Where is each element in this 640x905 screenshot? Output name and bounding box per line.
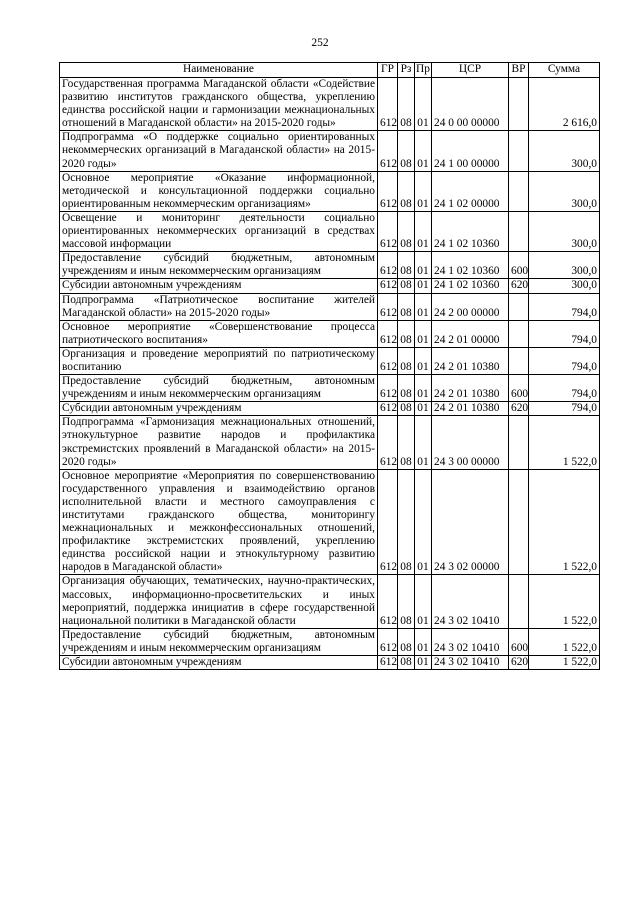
header-csr: ЦСР — [432, 63, 509, 78]
cell-gr: 612 — [378, 252, 398, 279]
cell-vr: 620 — [509, 402, 529, 416]
cell-name: Организация обучающих, тематических, научно-практических, массовых, информационно-просветительских и иных мероприятий, поддержка инициатив в сфере государственной национальной политики в Магаданской области — [60, 575, 378, 628]
cell-sum: 1 522,0 — [529, 575, 600, 628]
table-row — [60, 171, 600, 211]
cell-pr: 01 — [415, 131, 432, 171]
cell-vr: 620 — [509, 279, 529, 293]
cell-sum: 794,0 — [529, 320, 600, 347]
cell-pr: 01 — [415, 293, 432, 320]
cell-name: Освещение и мониторинг деятельности социально ориентированных некоммерческих организаций в средствах массовой информации — [60, 211, 378, 251]
cell-name: Основное мероприятие «Мероприятия по совершенствованию государственного управления и взаимодействию органов исполнительной власти и местного самоуправления с институтами гражданского общества, мониторингу межнациональных и межконфессиональных отношений, профилактике экстремистских проявлений, укреплению единства российской нации и этнокультурному развитию народов в Магаданской области» — [60, 469, 378, 575]
cell-csr: 24 2 01 10380 — [432, 402, 509, 416]
cell-name: Подпрограмма «Гармонизация межнациональных отношений, этнокультурное развитие народов и профилактика экстремистских проявлений в Магаданской области» на 2015-2020 годы» — [60, 416, 378, 469]
cell-pr: 01 — [415, 656, 432, 670]
cell-rz: 08 — [398, 469, 415, 575]
cell-gr: 612 — [378, 131, 398, 171]
cell-vr — [509, 171, 529, 211]
cell-gr: 612 — [378, 171, 398, 211]
cell-gr: 612 — [378, 469, 398, 575]
header-name: Наименование — [60, 63, 378, 78]
cell-pr: 01 — [415, 402, 432, 416]
cell-csr: 24 2 01 00000 — [432, 320, 509, 347]
table-row — [60, 375, 600, 402]
cell-gr: 612 — [378, 320, 398, 347]
cell-csr: 24 2 00 00000 — [432, 293, 509, 320]
cell-csr: 24 3 02 00000 — [432, 469, 509, 575]
cell-pr: 01 — [415, 628, 432, 655]
cell-name: Субсидии автономным учреждениям — [60, 402, 378, 416]
cell-gr: 612 — [378, 656, 398, 670]
table-row — [60, 279, 600, 293]
cell-sum: 1 522,0 — [529, 628, 600, 655]
cell-csr: 24 3 00 00000 — [432, 416, 509, 469]
table-row — [60, 469, 600, 575]
cell-rz: 08 — [398, 211, 415, 251]
cell-rz: 08 — [398, 252, 415, 279]
cell-csr: 24 1 02 10360 — [432, 211, 509, 251]
cell-gr: 612 — [378, 279, 398, 293]
cell-sum: 1 522,0 — [529, 656, 600, 670]
cell-name: Предоставление субсидий бюджетным, автономным учреждениям и иным некоммерческим организациям — [60, 375, 378, 402]
cell-rz: 08 — [398, 656, 415, 670]
cell-name: Субсидии автономным учреждениям — [60, 279, 378, 293]
cell-sum: 1 522,0 — [529, 469, 600, 575]
cell-rz: 08 — [398, 78, 415, 131]
header-sum: Сумма — [529, 63, 600, 78]
cell-vr — [509, 211, 529, 251]
cell-vr — [509, 131, 529, 171]
table-row — [60, 347, 600, 374]
cell-vr — [509, 347, 529, 374]
cell-rz: 08 — [398, 131, 415, 171]
cell-gr: 612 — [378, 347, 398, 374]
cell-sum: 2 616,0 — [529, 78, 600, 131]
cell-rz: 08 — [398, 347, 415, 374]
cell-gr: 612 — [378, 211, 398, 251]
cell-vr: 620 — [509, 656, 529, 670]
cell-csr: 24 0 00 00000 — [432, 78, 509, 131]
cell-vr: 600 — [509, 628, 529, 655]
cell-name: Предоставление субсидий бюджетным, автономным учреждениям и иным некоммерческим организациям — [60, 252, 378, 279]
cell-vr — [509, 575, 529, 628]
table-row — [60, 628, 600, 655]
table-row — [60, 293, 600, 320]
table-row — [60, 575, 600, 628]
cell-name: Основное мероприятие «Совершенствование процесса патриотического воспитания» — [60, 320, 378, 347]
header-vr: ВР — [509, 63, 529, 78]
cell-pr: 01 — [415, 320, 432, 347]
cell-vr — [509, 320, 529, 347]
cell-sum: 300,0 — [529, 211, 600, 251]
cell-sum: 794,0 — [529, 402, 600, 416]
cell-name: Предоставление субсидий бюджетным, автономным учреждениям и иным некоммерческим организациям — [60, 628, 378, 655]
cell-rz: 08 — [398, 402, 415, 416]
cell-sum: 794,0 — [529, 347, 600, 374]
header-pr: Пр — [415, 63, 432, 78]
cell-pr: 01 — [415, 78, 432, 131]
cell-pr: 01 — [415, 279, 432, 293]
cell-csr: 24 1 00 00000 — [432, 131, 509, 171]
cell-vr — [509, 416, 529, 469]
table-row — [60, 416, 600, 469]
table-row — [60, 78, 600, 131]
cell-vr: 600 — [509, 252, 529, 279]
cell-sum: 1 522,0 — [529, 416, 600, 469]
header-row — [60, 63, 600, 78]
cell-rz: 08 — [398, 279, 415, 293]
cell-vr — [509, 469, 529, 575]
cell-gr: 612 — [378, 78, 398, 131]
cell-gr: 612 — [378, 402, 398, 416]
table-row — [60, 131, 600, 171]
cell-gr: 612 — [378, 375, 398, 402]
cell-pr: 01 — [415, 252, 432, 279]
cell-pr: 01 — [415, 469, 432, 575]
cell-csr: 24 2 01 10380 — [432, 347, 509, 374]
cell-vr: 600 — [509, 375, 529, 402]
cell-gr: 612 — [378, 575, 398, 628]
cell-name: Подпрограмма «Патриотическое воспитание жителей Магаданской области» на 2015-2020 годы» — [60, 293, 378, 320]
cell-csr: 24 3 02 10410 — [432, 575, 509, 628]
budget-table — [59, 62, 600, 670]
table-header — [60, 63, 600, 78]
cell-vr — [509, 293, 529, 320]
cell-sum: 794,0 — [529, 375, 600, 402]
cell-pr: 01 — [415, 347, 432, 374]
table-row — [60, 211, 600, 251]
cell-pr: 01 — [415, 375, 432, 402]
cell-rz: 08 — [398, 416, 415, 469]
cell-csr: 24 3 02 10410 — [432, 628, 509, 655]
cell-name: Государственная программа Магаданской области «Содействие развитию институтов гражданского общества, укреплению единства российской нации и гармонизации межнациональных отношений в Магаданской области» на 2015-2020 годы» — [60, 78, 378, 131]
cell-pr: 01 — [415, 171, 432, 211]
cell-csr: 24 3 02 10410 — [432, 656, 509, 670]
cell-vr — [509, 78, 529, 131]
cell-pr: 01 — [415, 575, 432, 628]
cell-rz: 08 — [398, 628, 415, 655]
cell-sum: 794,0 — [529, 293, 600, 320]
cell-sum: 300,0 — [529, 279, 600, 293]
cell-sum: 300,0 — [529, 131, 600, 171]
cell-gr: 612 — [378, 293, 398, 320]
table-row — [60, 320, 600, 347]
table-body — [60, 78, 600, 670]
page-number: 252 — [311, 37, 329, 49]
cell-rz: 08 — [398, 375, 415, 402]
cell-pr: 01 — [415, 416, 432, 469]
header-rz: Рз — [398, 63, 415, 78]
cell-csr: 24 2 01 10380 — [432, 375, 509, 402]
cell-rz: 08 — [398, 320, 415, 347]
table-row — [60, 656, 600, 670]
cell-gr: 612 — [378, 416, 398, 469]
cell-name: Подпрограмма «О поддержке социально ориентированных некоммерческих организаций в Магаданской области» на 2015-2020 годы» — [60, 131, 378, 171]
cell-name: Субсидии автономным учреждениям — [60, 656, 378, 670]
cell-rz: 08 — [398, 171, 415, 211]
cell-sum: 300,0 — [529, 171, 600, 211]
cell-csr: 24 1 02 10360 — [432, 252, 509, 279]
cell-name: Организация и проведение мероприятий по патриотическому воспитанию — [60, 347, 378, 374]
cell-csr: 24 1 02 00000 — [432, 171, 509, 211]
table-row — [60, 252, 600, 279]
cell-name: Основное мероприятие «Оказание информационной, методической и консультационной поддержки социально ориентированным некоммерческим организациям» — [60, 171, 378, 211]
header-gr: ГР — [378, 63, 398, 78]
cell-gr: 612 — [378, 628, 398, 655]
cell-sum: 300,0 — [529, 252, 600, 279]
cell-pr: 01 — [415, 211, 432, 251]
cell-rz: 08 — [398, 575, 415, 628]
cell-rz: 08 — [398, 293, 415, 320]
cell-csr: 24 1 02 10360 — [432, 279, 509, 293]
table-row — [60, 402, 600, 416]
